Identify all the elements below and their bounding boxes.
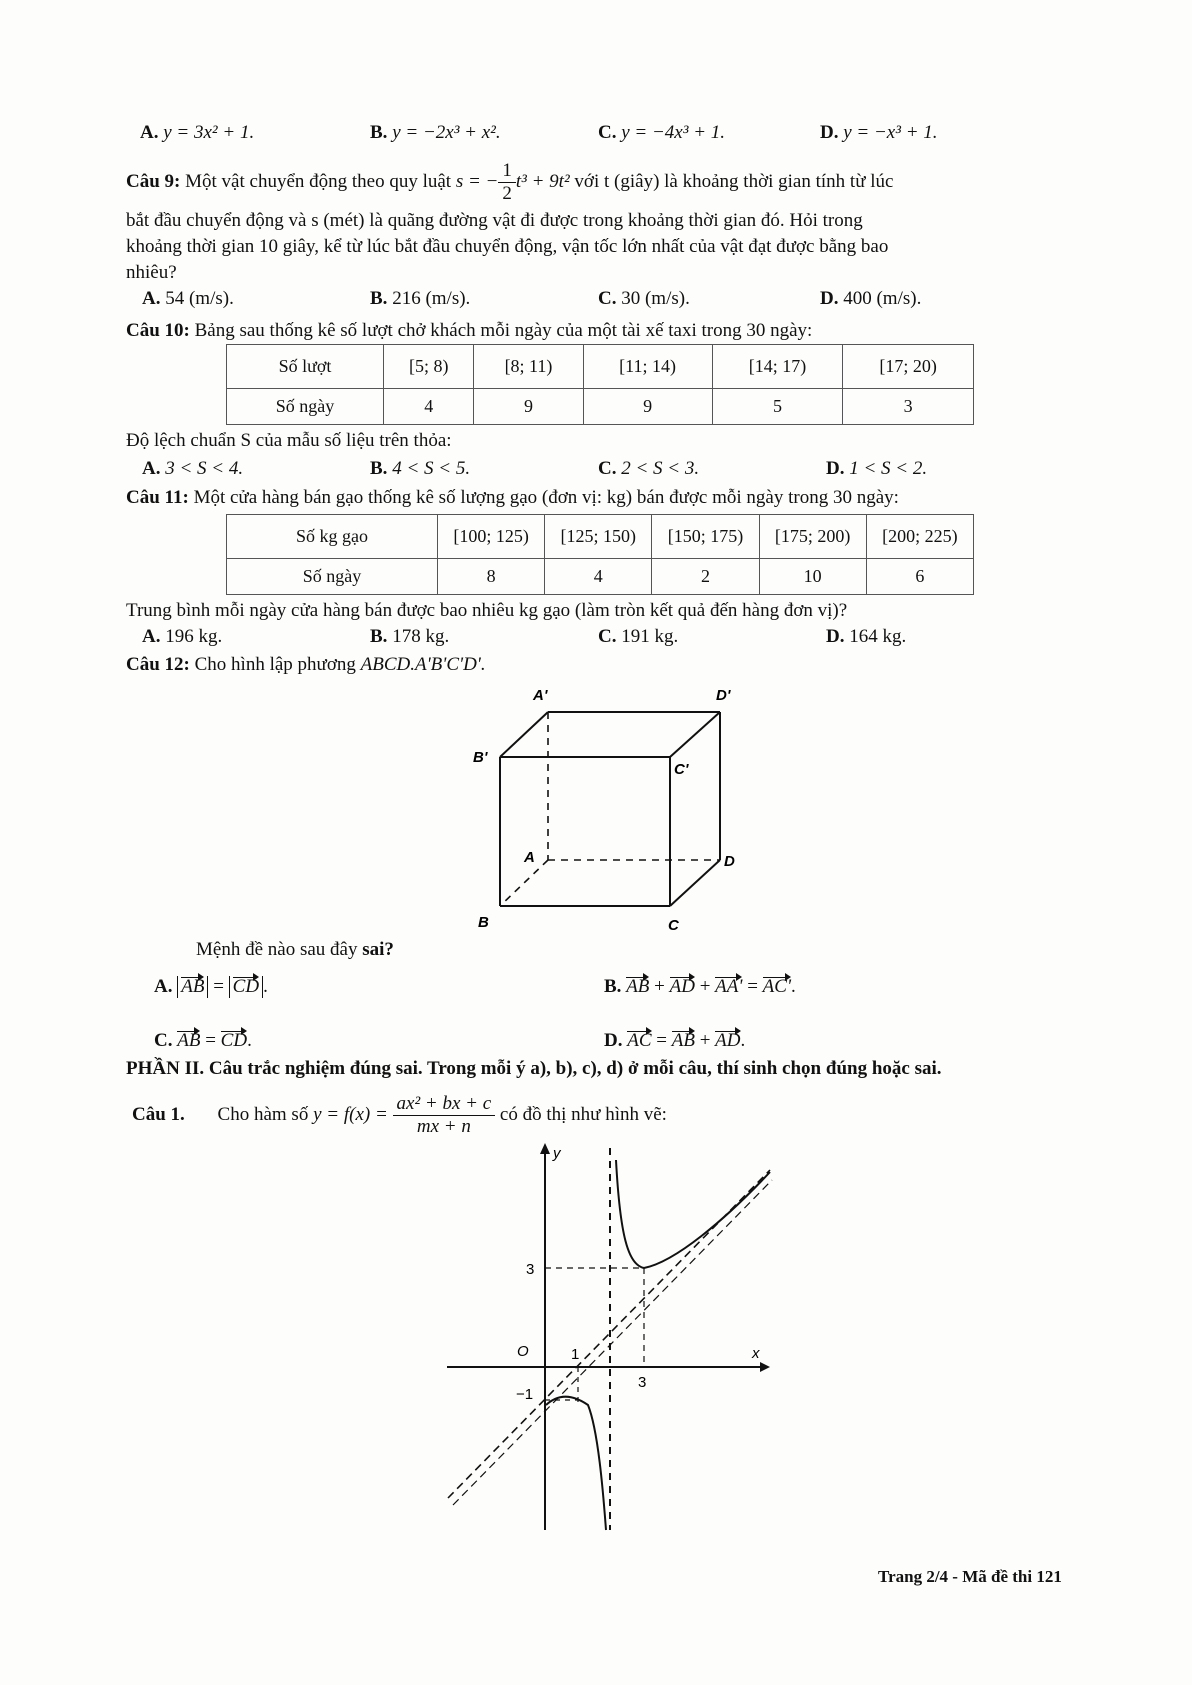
vertex-label-c1: C': [674, 761, 689, 778]
q12-option-b[interactable]: B. AB + AD + AA' = AC'.: [604, 976, 796, 997]
vertex-label-a: A: [524, 849, 535, 866]
origin-label: O: [517, 1343, 529, 1360]
q11-question: Trung bình mỗi ngày cửa hàng bán được bao nhiêu kg gạo (làm tròn kết quả đến hàng đơn vị)?: [126, 600, 848, 621]
q9-line4: nhiêu?: [126, 262, 177, 283]
q9-option-d[interactable]: D. 400 (m/s).: [820, 288, 922, 309]
tick-label-y3: 3: [526, 1261, 535, 1278]
q10-cell: [14; 17): [712, 345, 843, 389]
function-graph: [440, 1140, 780, 1535]
part2-title: PHẦN II. Câu trắc nghiệm đúng sai. Trong mỗi ý a), b), c), d) ở mỗi câu, thí sinh chọn đúng hoặc sai.: [126, 1058, 942, 1079]
q9-label: Câu 9:: [126, 170, 181, 192]
edge-c-d: [670, 860, 720, 906]
q10-question: Độ lệch chuẩn S của mẫu số liệu trên thỏa:: [126, 430, 452, 451]
q9-line1: Câu 9: Một vật chuyển động theo quy luật s = − $\frac{1}{2}$ t³ + 9t² với t (giây) là khoảng thời gian tính từ lúc: [126, 160, 894, 204]
q11-cell: 2: [652, 559, 759, 595]
q9-line3: khoảng thời gian 10 giây, kể từ lúc bắt đầu chuyển động, vận tốc lớn nhất của vật đạt được bằng bao: [126, 236, 889, 257]
q10-option-b[interactable]: B. 4 < S < 5.: [370, 458, 471, 479]
vertex-label-c: C: [668, 917, 679, 934]
q11-cell: 4: [545, 559, 652, 595]
q10-row1-header: Số lượt: [227, 345, 384, 389]
q12-stem: Câu 12: Cho hình lập phương ABCD.A'B'C'D'.: [126, 654, 486, 675]
vertex-label-d1: D': [716, 687, 731, 704]
q1-fraction: $\frac{\text{ax² + bx + c}}{mx + n}$: [393, 1093, 496, 1138]
q11-option-d[interactable]: D. 164 kg.: [826, 626, 907, 647]
x-axis-arrow: [760, 1362, 770, 1372]
vertex-label-a1: A': [533, 687, 548, 704]
q11-cell: 8: [438, 559, 545, 595]
q11-table: [226, 514, 974, 595]
q9-line2: bắt đầu chuyển động và s (mét) là quãng đường vật đi được trong khoảng thời gian đó. Hỏi trong: [126, 210, 863, 231]
q10-cell: 4: [384, 389, 474, 425]
q8-option-c[interactable]: C. y = −4x³ + 1.: [598, 122, 726, 143]
oblique-asymptote-parallel: [453, 1180, 772, 1505]
q10-cell: [5; 8): [384, 345, 474, 389]
q11-cell: 6: [866, 559, 973, 595]
q10-option-d[interactable]: D. 1 < S < 2.: [826, 458, 928, 479]
q10-cell: [17; 20): [843, 345, 974, 389]
q11-cell: [100; 125): [438, 515, 545, 559]
q12-question: Mệnh đề nào sau đây sai?: [196, 939, 394, 960]
q10-cell: 3: [843, 389, 974, 425]
q10-option-a[interactable]: A. 3 < S < 4.: [142, 458, 244, 479]
q9-option-c[interactable]: C. 30 (m/s).: [598, 288, 690, 309]
vertex-label-b1: B': [473, 749, 488, 766]
vertex-label-b: B: [478, 914, 489, 931]
hidden-edge-a-b: [500, 860, 548, 906]
cube-figure: [460, 680, 760, 940]
tick-label-x1: 1: [571, 1346, 580, 1363]
x-axis-label: x: [752, 1345, 760, 1362]
q9-option-b[interactable]: B. 216 (m/s).: [370, 288, 471, 309]
curve-right-branch: [616, 1160, 770, 1268]
y-axis-label: y: [553, 1145, 561, 1162]
q11-cell: [200; 225): [866, 515, 973, 559]
q11-row2-header: Số ngày: [227, 559, 438, 595]
q10-row2-header: Số ngày: [227, 389, 384, 425]
q1-stem: Câu 1. Cho hàm số y = f(x) = $\frac{\text{ax² + bx + c}}{mx + n}$ có đồ thị như hình vẽ:: [132, 1093, 667, 1137]
curve-left-branch: [546, 1397, 606, 1530]
q8-option-a[interactable]: A. y = 3x² + 1.: [140, 122, 255, 143]
q1-label: Câu 1.: [132, 1103, 185, 1125]
q8-option-d[interactable]: D. y = −x³ + 1.: [820, 122, 938, 143]
q12-option-d[interactable]: D. AC = AB + AD.: [604, 1030, 746, 1051]
tick-label-x3: 3: [638, 1374, 647, 1391]
page-footer: Trang 2/4 - Mã đề thi 121: [878, 1567, 1062, 1586]
y-axis-arrow: [540, 1143, 550, 1154]
q12-option-a[interactable]: A. AB = CD .: [154, 976, 268, 997]
q11-cell: 10: [759, 559, 866, 595]
vertex-label-d: D: [724, 853, 735, 870]
q10-stem: Câu 10: Bảng sau thống kê số lượt chở khách mỗi ngày của một tài xế taxi trong 30 ngày:: [126, 320, 813, 341]
q12-option-c[interactable]: C. AB = CD.: [154, 1030, 252, 1051]
q10-cell: 9: [474, 389, 583, 425]
q11-stem: Câu 11: Một cửa hàng bán gạo thống kê số lượng gạo (đơn vị: kg) bán được mỗi ngày trong 30 ngày:: [126, 487, 899, 508]
q11-option-b[interactable]: B. 178 kg.: [370, 626, 450, 647]
q11-cell: [125; 150): [545, 515, 652, 559]
q9-option-a[interactable]: A. 54 (m/s).: [142, 288, 234, 309]
q11-cell: [150; 175): [652, 515, 759, 559]
q10-cell: 5: [712, 389, 843, 425]
q10-cell: 9: [583, 389, 712, 425]
edge-b1-a1: [500, 712, 548, 757]
q10-table: [226, 344, 974, 425]
q10-cell: [11; 14): [583, 345, 712, 389]
q11-option-a[interactable]: A. 196 kg.: [142, 626, 223, 647]
q11-row1-header: Số kg gạo: [227, 515, 438, 559]
edge-c1-d1: [670, 712, 720, 757]
q11-option-c[interactable]: C. 191 kg.: [598, 626, 679, 647]
q10-cell: [8; 11): [474, 345, 583, 389]
tick-label-ym1: −1: [516, 1386, 534, 1403]
q10-option-c[interactable]: C. 2 < S < 3.: [598, 458, 700, 479]
q11-cell: [175; 200): [759, 515, 866, 559]
q9-fraction: $\frac{1}{2}$: [498, 160, 516, 205]
q8-option-b[interactable]: B. y = −2x³ + x².: [370, 122, 501, 143]
